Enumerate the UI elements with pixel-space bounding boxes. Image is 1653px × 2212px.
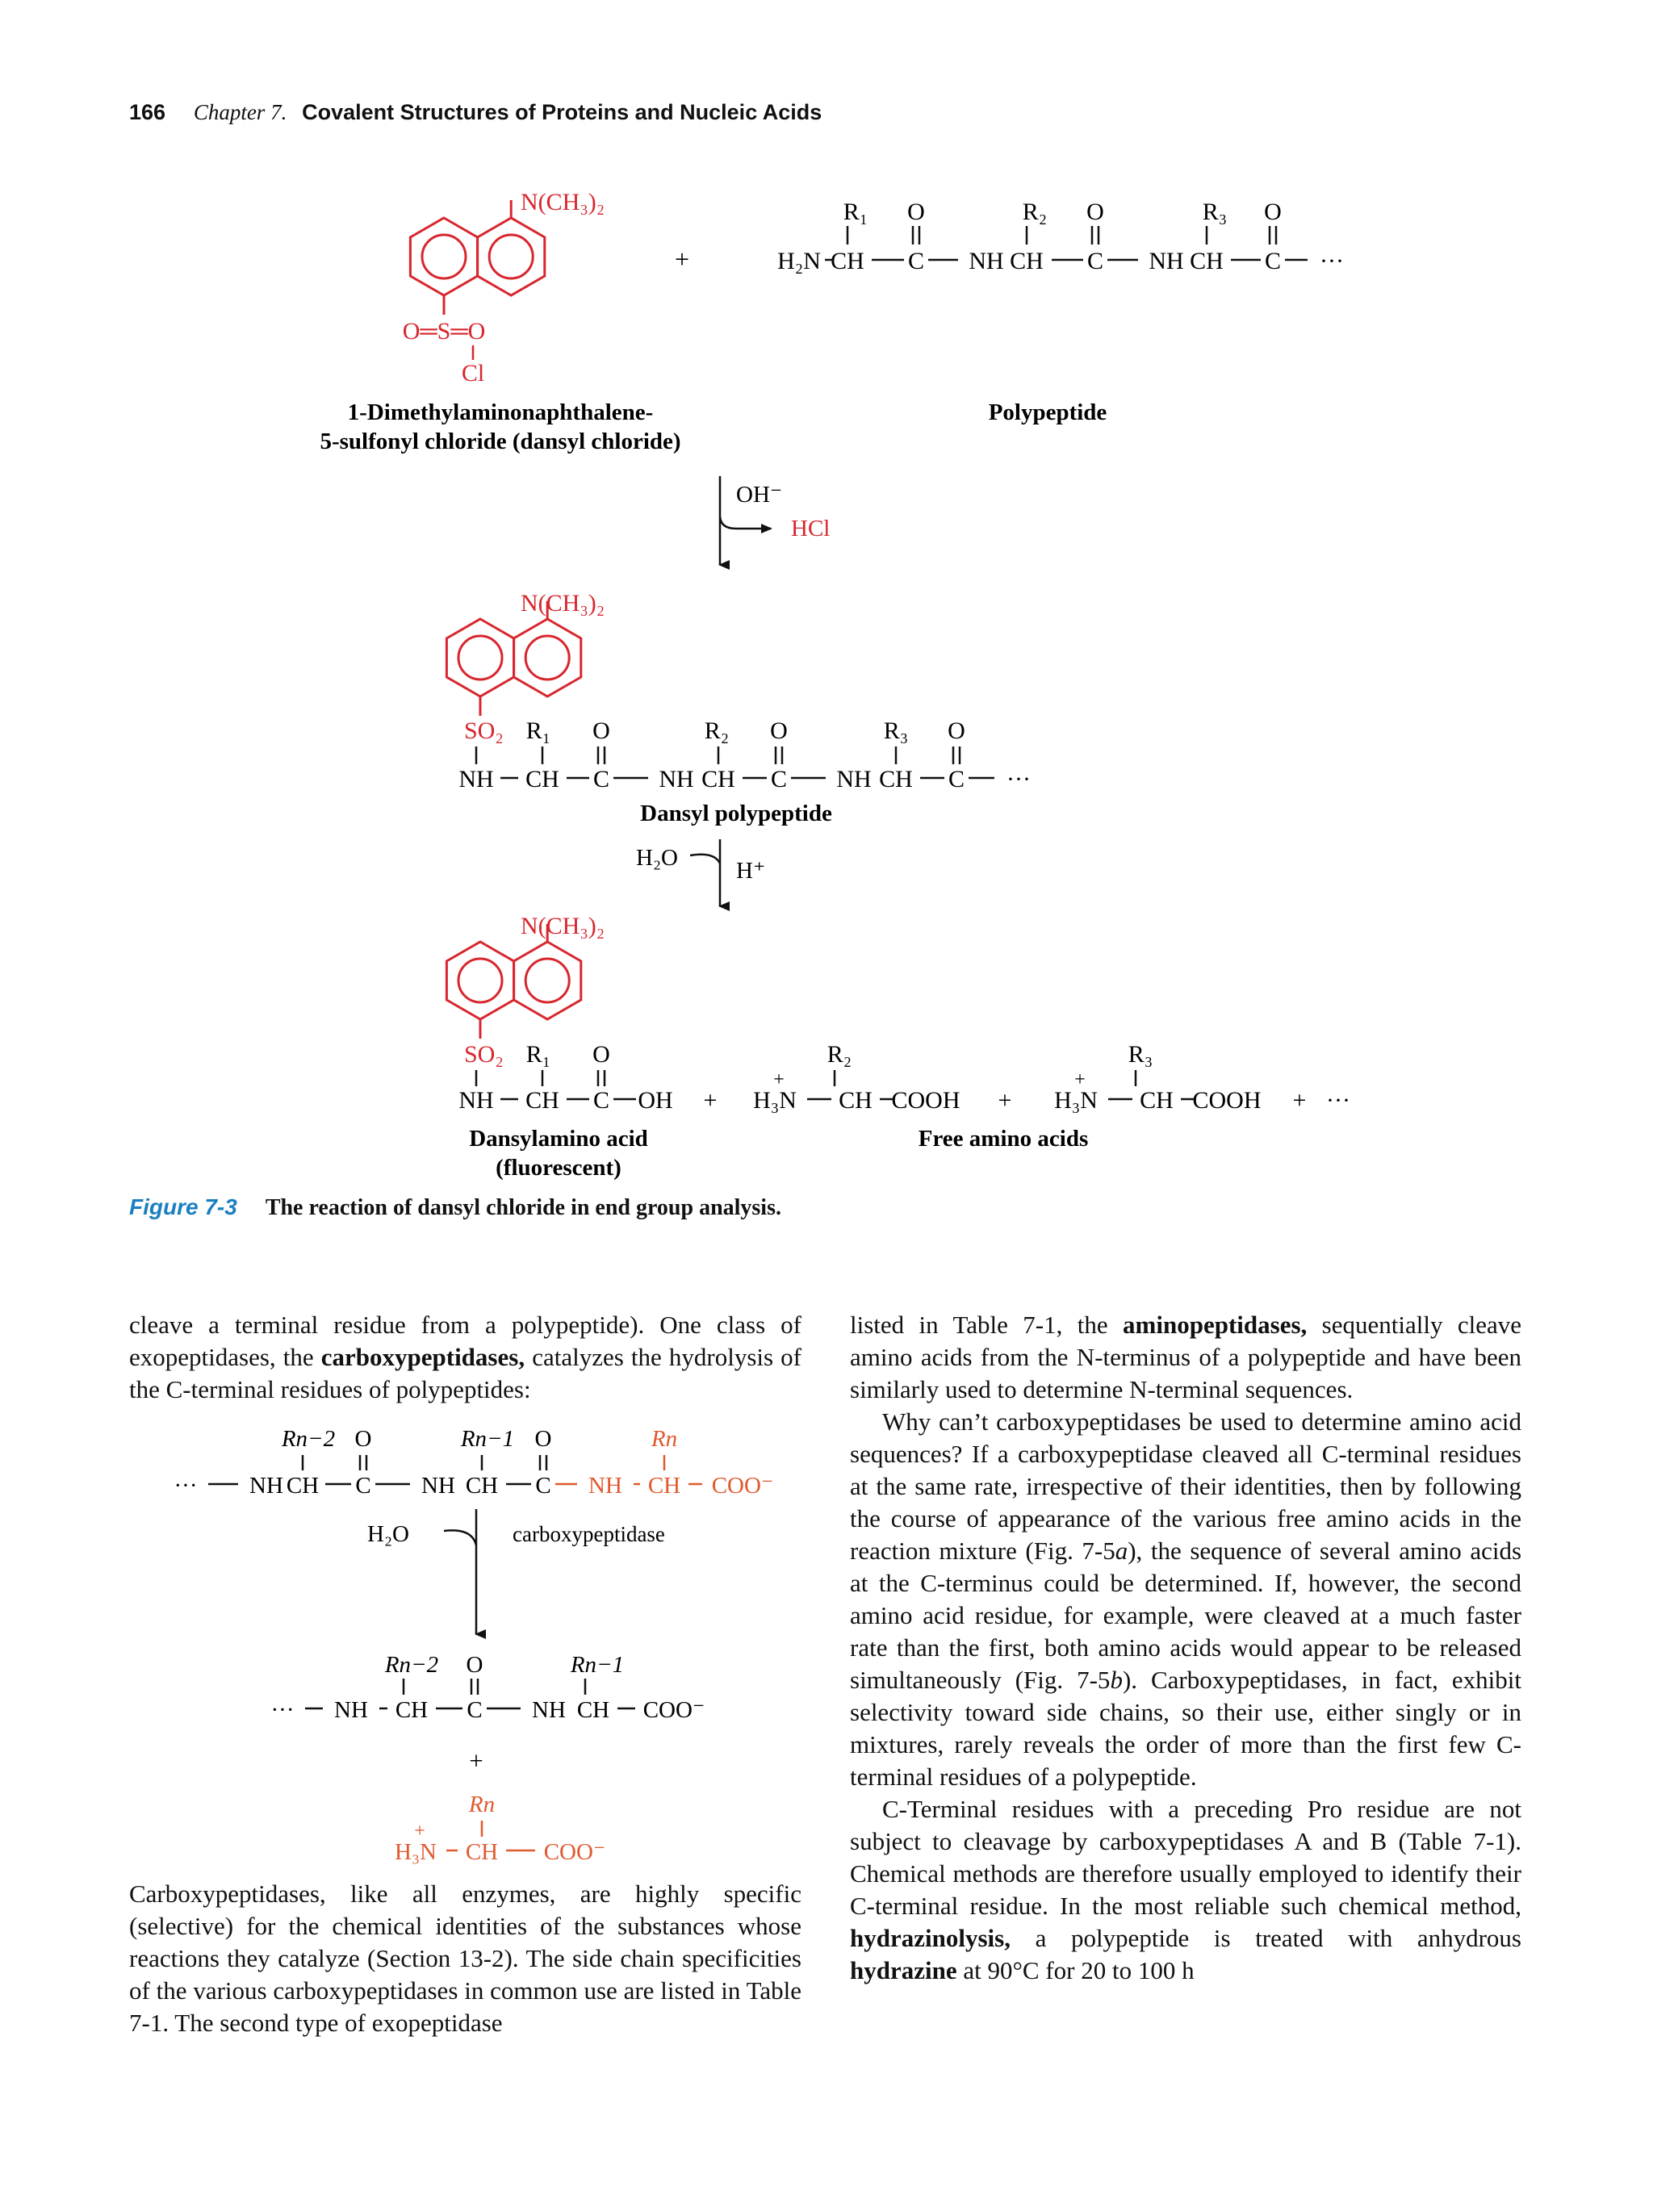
free-amino-acids-label: Free amino acids [918,1126,1089,1152]
term-hydrazinolysis: hydrazinolysis, [850,1924,1011,1952]
plus-sign-1: + [674,245,690,274]
svg-text:···: ··· [174,1473,198,1499]
svg-text:C: C [907,248,925,274]
svg-text:Rn−2: Rn−2 [281,1426,336,1452]
svg-text:+: + [469,1746,483,1775]
svg-text:C: C [948,766,965,792]
chapter-title: Covalent Structures of Proteins and Nucleic Acids [302,100,822,124]
svg-text:R₃: R₃ [1202,199,1228,225]
svg-text:H₃N: H₃N [1054,1087,1098,1114]
svg-text:SO₂: SO₂ [464,717,504,744]
svg-text:+: + [414,1821,425,1842]
svg-text:NH: NH [458,1087,494,1114]
hcl-label: HCl [791,516,831,542]
svg-text:NH: NH [334,1697,368,1723]
svg-text:CH: CH [576,1697,610,1723]
svg-text:O: O [354,1426,372,1452]
svg-text:Rn−1: Rn−1 [460,1426,515,1452]
svg-text:C: C [1264,248,1282,274]
svg-text:CH: CH [465,1839,499,1865]
svg-text:SO₂: SO₂ [464,1041,504,1068]
left-paragraph-1: cleave a terminal residue from a polypeptide). One class of exopeptidases, the carboxypeptidases, catalyzes the hydrolysis of the C-terminal residues of polypeptides: [129,1311,801,1403]
svg-text:NH: NH [421,1473,455,1499]
svg-text:CH: CH [1190,248,1224,274]
svg-text:O: O [948,717,965,744]
polypeptide-structure [777,199,1344,274]
dansylamino-label-2: (fluorescent) [496,1155,621,1181]
svg-text:O: O [534,1426,552,1452]
svg-text:C: C [467,1697,483,1723]
svg-text:CH: CH [647,1473,681,1499]
polypeptide-label: Polypeptide [988,399,1107,425]
svg-text:NH: NH [588,1473,622,1499]
svg-text:NH: NH [969,248,1004,274]
figure-number: Figure 7-3 [129,1194,237,1219]
hydroxide-label: OH⁻ [736,482,783,508]
figure-caption [129,1194,781,1221]
svg-text:R₂: R₂ [1022,199,1048,225]
svg-text:R₂: R₂ [826,1041,852,1068]
svg-text:COO⁻: COO⁻ [711,1473,774,1499]
svg-text:O: O [1264,199,1282,225]
svg-text:CH: CH [465,1473,499,1499]
svg-text:CH: CH [525,1087,559,1114]
plus-sign-4: + [1292,1087,1307,1114]
svg-text:NH: NH [836,766,872,792]
svg-text:O: O [592,1041,610,1068]
svg-text:CH: CH [395,1697,429,1723]
svg-text:CH: CH [1140,1087,1174,1114]
svg-text:C: C [592,1087,610,1114]
svg-text:C: C [770,766,788,792]
dimethylamino-group-3: N(CH₃)₂ [521,913,605,939]
svg-text:H₂O: H₂O [367,1521,409,1547]
reagent-name-line-2: 5-sulfonyl chloride (dansyl chloride) [320,429,681,454]
chloride: Cl [461,360,485,387]
naphthalene-ring-3 [446,924,580,1039]
svg-text:Rn: Rn [468,1792,496,1817]
right-paragraph-3: C-Terminal residues with a preceding Pro residue are not subject to cleavage by carboxypeptidases A and B (Table 7-1). Chemical methods are therefore usually employed to identify their C-terminal residue. In the most reliable such chemical method, hydrazinolysis, a polypeptide is treated with anhydrous hydrazine at 90°C for 20 to 100 h [850,1795,1521,1984]
left-column-top [129,1309,801,1406]
svg-text:R₃: R₃ [1128,1041,1153,1068]
svg-text:CH: CH [525,766,559,792]
term-aminopeptidases: aminopeptidases, [1123,1311,1308,1339]
svg-text:H₃N: H₃N [753,1087,797,1114]
svg-text:O: O [770,717,788,744]
svg-text:C: C [535,1473,551,1499]
svg-text:COO⁻: COO⁻ [543,1839,606,1865]
term-carboxypeptidases: carboxypeptidases, [320,1343,525,1371]
right-paragraph-2: Why can’t carboxypeptidases be used to determine amino acid sequences? If a carboxypeptidase cleaved all C-terminal residues at the same rate, irrespective of their identities, then by following the course of appearance of the various free amino acids in the reaction mixture (Fig. 7-5a), the sequence of several amino acids at the C-terminus could be determined. If, however, the second amino acid residue, for example, were cleaved at a much faster rate than the first, both amino acids would appear to be released simultaneously (Fig. 7-5b). Carboxypeptidases, in fact, exhibit selectivity toward side chains, so their use, either singly or in mixtures, rarely reveals the order of more than the first few C-terminal residues of a polypeptide. [850,1407,1522,1791]
svg-text:CH: CH [701,766,735,792]
dansylamino-label-1: Dansylamino acid [469,1126,648,1152]
svg-text:Rn−2: Rn−2 [384,1652,439,1678]
svg-text:NH: NH [659,766,694,792]
figure-caption-text: The reaction of dansyl chloride in end group analysis. [265,1195,781,1220]
svg-text:H₃N: H₃N [395,1839,437,1865]
dimethylamino-group-2: N(CH₃)₂ [521,590,605,617]
svg-text:CH: CH [286,1473,320,1499]
svg-text:C: C [592,766,610,792]
svg-text:NH: NH [1149,248,1184,274]
dansyl-polypeptide-label: Dansyl polypeptide [640,801,832,826]
svg-text:NH: NH [532,1697,566,1723]
svg-text:carboxypeptidase: carboxypeptidase [513,1522,665,1546]
svg-text:COOH: COOH [891,1087,960,1114]
svg-text:COO⁻: COO⁻ [642,1697,705,1723]
water-label: H₂O [636,845,678,871]
dimethylamino-group: N(CH₃)₂ [521,189,605,215]
term-hydrazine: hydrazine [850,1956,957,1984]
svg-text:+: + [1074,1069,1086,1090]
dansyl-polypeptide-structure [458,717,1031,792]
right-paragraph-1: listed in Table 7-1, the aminopeptidases, sequentially cleave amino acids from the N-terminus of a polypeptide and have been similarly used to determine N-terminal sequences. [850,1311,1521,1403]
svg-text:H₂N: H₂N [777,248,821,274]
right-column [850,1309,1521,1987]
svg-text:OH: OH [638,1087,673,1114]
left-paragraph-2: Carboxypeptidases, like all enzymes, are highly specific (selective) for the chemical identities of the substances whose reactions they catalyze (Section 13-2). The side chain specificities of the various carboxypeptidases in common use are listed in Table 7-1. The second type of exopeptidase [129,1880,801,2037]
reagent-name-line-1: 1-Dimethylaminonaphthalene- [347,399,654,425]
svg-text:R₁: R₁ [525,717,551,744]
svg-text:CH: CH [839,1087,873,1114]
naphthalene-ring-1 [410,200,544,315]
svg-text:O: O [466,1652,483,1678]
svg-text:COOH: COOH [1192,1087,1262,1114]
left-column-bottom [129,1878,801,2039]
free-amino-acid-r2 [753,1041,960,1114]
proton-label: H⁺ [736,858,766,884]
svg-text:C: C [355,1473,371,1499]
svg-text:···: ··· [1006,766,1031,792]
svg-text:CH: CH [1010,248,1044,274]
svg-text:R₃: R₃ [883,717,909,744]
sulfonyl-group: O═S═O [402,318,486,345]
svg-text:···: ··· [1320,248,1344,274]
svg-text:O: O [592,717,610,744]
free-amino-acid-r3 [1054,1041,1261,1114]
chapter-label: Chapter 7. [193,100,287,124]
continuation-dots: ··· [1326,1087,1350,1114]
svg-text:CH: CH [879,766,913,792]
svg-text:R₂: R₂ [704,717,730,744]
svg-text:NH: NH [458,766,494,792]
svg-text:R₁: R₁ [525,1041,551,1068]
svg-text:C: C [1086,248,1104,274]
svg-text:O: O [1086,199,1104,225]
svg-text:+: + [773,1069,785,1090]
page-number: 166 [129,100,166,124]
svg-text:CH: CH [831,248,864,274]
svg-text:R₁: R₁ [843,199,868,225]
plus-sign-2: + [703,1087,718,1114]
svg-text:O: O [907,199,925,225]
svg-text:NH: NH [249,1473,283,1499]
svg-text:···: ··· [270,1697,295,1723]
plus-sign-3: + [998,1087,1012,1114]
svg-text:Rn−1: Rn−1 [570,1652,625,1678]
dansylamino-acid-structure [458,1041,672,1114]
svg-text:Rn: Rn [651,1426,678,1452]
naphthalene-ring-2 [446,601,580,716]
